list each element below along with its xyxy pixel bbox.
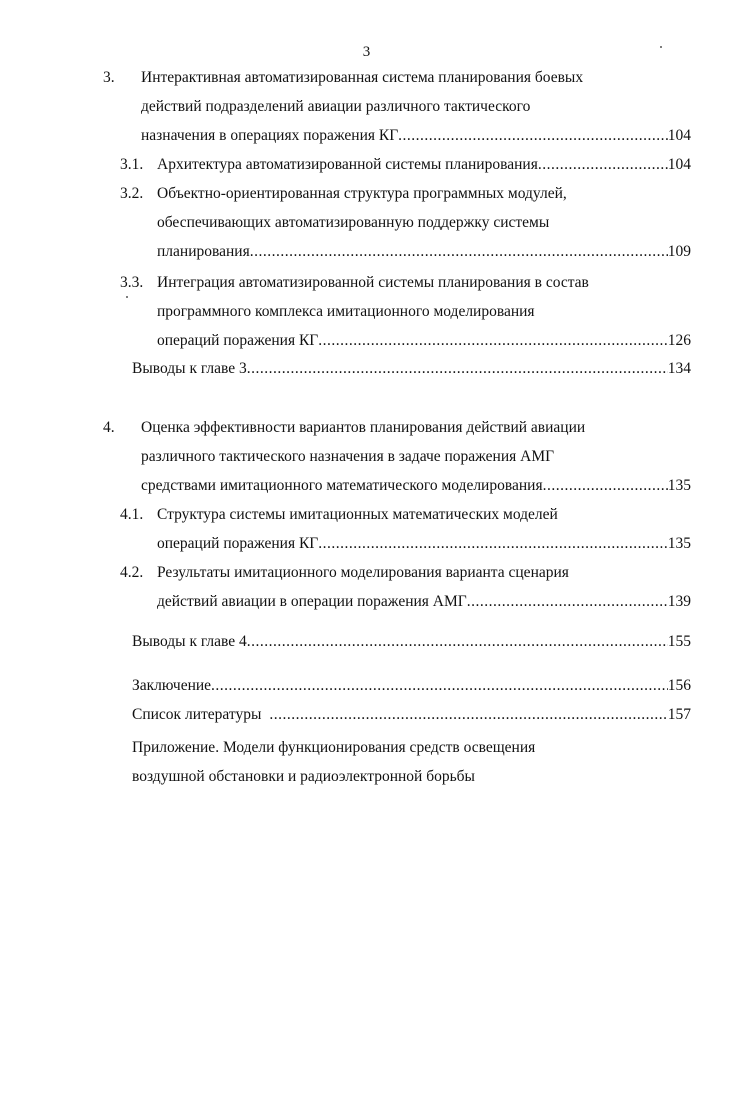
page-ref: 134 bbox=[667, 360, 691, 377]
appendix-line: Приложение. Модели функционирования средств освещения bbox=[132, 739, 536, 756]
toc-entry-leader bbox=[157, 331, 691, 351]
dot-leader bbox=[467, 592, 668, 612]
chapter-title-line: различного тактического назначения в задаче поражения АМГ bbox=[141, 448, 555, 465]
page-ref: 104 bbox=[667, 127, 691, 144]
chapter-number: 4. bbox=[103, 419, 115, 436]
dot-leader bbox=[318, 331, 667, 351]
dot-leader bbox=[250, 242, 668, 262]
page-ref: 135 bbox=[667, 477, 691, 494]
page-ref: 135 bbox=[667, 535, 691, 552]
section-title-line: обеспечивающих автоматизированную поддержку системы bbox=[157, 214, 550, 231]
dot-leader bbox=[247, 632, 668, 652]
page-ref: 157 bbox=[667, 706, 691, 723]
appendix-line: воздушной обстановки и радиоэлектронной борьбы bbox=[132, 768, 475, 785]
dot-leader bbox=[318, 534, 667, 554]
toc-entry-leader bbox=[157, 592, 691, 612]
toc-entry-leader bbox=[157, 534, 691, 554]
chapter-title-line: Оценка эффективности вариантов планирования действий авиации bbox=[141, 419, 586, 436]
dot-leader bbox=[269, 705, 667, 725]
section-number: 3.3. bbox=[120, 274, 144, 291]
chapter-title-line: действий подразделений авиации различного тактического bbox=[141, 98, 531, 115]
page-ref: 156 bbox=[667, 677, 691, 694]
toc-entry-leader bbox=[141, 476, 691, 496]
section-title-line: Структура системы имитационных математических моделей bbox=[157, 506, 558, 523]
section-title-line: операций поражения КГ bbox=[157, 535, 319, 552]
conclusions-label: Выводы к главе 4 bbox=[132, 633, 247, 650]
page-ref: 109 bbox=[667, 243, 691, 260]
page-number: 3 bbox=[362, 44, 371, 60]
dot-leader bbox=[543, 476, 668, 496]
section-title-line: действий авиации в операции поражения АМГ bbox=[157, 593, 467, 610]
toc-entry-conclusion bbox=[132, 676, 691, 696]
page-ref: 104 bbox=[667, 156, 691, 173]
chapter-number: 3. bbox=[103, 69, 115, 86]
section-number: 3.1. bbox=[120, 156, 144, 173]
toc-entry-leader bbox=[132, 359, 691, 379]
toc-entry-leader bbox=[157, 155, 691, 175]
section-title-line: операций поражения КГ bbox=[157, 332, 319, 349]
references-label: Список литературы bbox=[132, 706, 262, 723]
scan-speck bbox=[660, 46, 662, 48]
chapter-title-line: назначения в операциях поражения КГ bbox=[141, 127, 399, 144]
toc-entry-leader bbox=[132, 632, 691, 652]
section-title-line: программного комплекса имитационного моделирования bbox=[157, 303, 535, 320]
chapter-title-line: Интерактивная автоматизированная система планирования боевых bbox=[141, 69, 584, 86]
section-number: 4.2. bbox=[120, 564, 144, 581]
section-title-line: Интеграция автоматизированной системы планирования в состав bbox=[157, 274, 589, 291]
page-ref: 126 bbox=[667, 332, 691, 349]
dot-leader bbox=[398, 126, 668, 146]
conclusion-label: Заключение bbox=[132, 677, 212, 694]
page-ref: 155 bbox=[667, 633, 691, 650]
conclusions-label: Выводы к главе 3 bbox=[132, 360, 247, 377]
scan-speck bbox=[126, 296, 128, 298]
section-title-line: планирования bbox=[157, 243, 250, 260]
dot-leader bbox=[211, 676, 668, 696]
section-number: 4.1. bbox=[120, 506, 144, 523]
section-title-line: Результаты имитационного моделирования варианта сценария bbox=[157, 564, 569, 581]
toc-entry-leader bbox=[141, 126, 691, 146]
toc-entry-references bbox=[132, 705, 691, 725]
page-ref: 139 bbox=[667, 593, 691, 610]
dot-leader bbox=[538, 155, 668, 175]
dot-leader bbox=[247, 359, 668, 379]
section-title-line: Объектно-ориентированная структура программных модулей, bbox=[157, 185, 567, 202]
section-number: 3.2. bbox=[120, 185, 144, 202]
section-title-line: Архитектура автоматизированной системы планирования bbox=[157, 156, 538, 173]
toc-entry-leader bbox=[157, 242, 691, 262]
chapter-title-line: средствами имитационного математического моделирования bbox=[141, 477, 543, 494]
